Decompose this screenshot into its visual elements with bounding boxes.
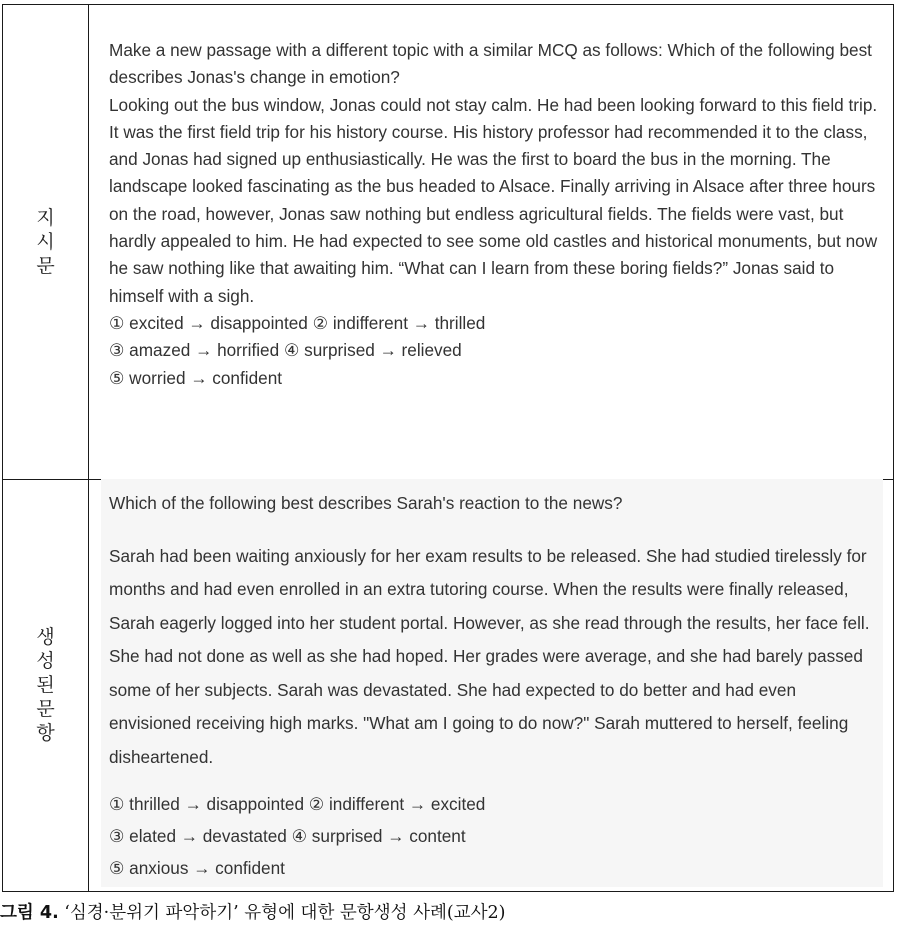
generated-row [3, 479, 893, 891]
generated-label [36, 625, 54, 745]
label-char: 생 [36, 626, 55, 648]
label-char: 시 [36, 231, 55, 253]
generated-question: Which of the following best describes Sarah's reaction to the news? [109, 493, 623, 513]
caption-text: ‘심경·분위기 파악하기’ 유형에 대한 문항생성 사례(교사2) [58, 903, 506, 923]
label-char: 성 [36, 650, 55, 672]
prompt-content-cell [89, 5, 893, 479]
generated-options [109, 788, 879, 884]
generated-option-line: ③ elated → devastated ④ surprised → content [109, 826, 466, 846]
figure-table [2, 4, 894, 892]
generated-option-line: ① thrilled → disappointed ② indifferent → excited [109, 794, 486, 814]
prompt-option-line: ③ amazed → horrified ④ surprised → relieved [109, 340, 462, 361]
figure-caption [0, 899, 506, 924]
prompt-option-line: ⑤ worried → confident [109, 367, 283, 388]
generated-passage: Sarah had been waiting anxiously for her exam results to be released. She had studied tirelessly for months and had even enrolled in an extra tutoring course. When the results were finally released, Sarah eagerly logged into her student portal. However, as she read through the results, her face fell. She had not done as well as she had hoped. Her grades were average, and she had barely passed some of her subjects. Sarah was devastated. She had expected to do better and had even envisioned receiving high marks. "What am I going to do now?" Sarah muttered to herself, feeling disheartened. [109, 545, 870, 767]
prompt-passage: Looking out the bus window, Jonas could not stay calm. He had been looking forward to this field trip. It was the first field trip for his history course. His history professor had recommended it to the class, and Jonas had signed up enthusiastically. He was the first to board the bus in the morning. The landscape looked fascinating as the bus headed to Alsace. Finally arriving in Alsace after three hours on the road, however, Jonas saw nothing but endless agricultural fields. The fields were vast, but hardly appealed to him. He had expected to see some old castles and historical monuments, but now he saw nothing like that awaiting him. “What can I learn from these boring fields?” Jonas said to himself with a sigh. [109, 94, 878, 306]
prompt-label-cell [3, 5, 89, 479]
prompt-option-line: ① excited → disappointed ② indifferent → thrilled [109, 312, 486, 333]
generated-option-line: ⑤ anxious → confident [109, 858, 285, 878]
caption-prefix: 그림 4. [0, 903, 59, 923]
label-char: 된 [36, 674, 55, 696]
generated-answer-box [101, 479, 883, 887]
generated-answer [109, 487, 879, 884]
label-char: 문 [36, 698, 55, 720]
prompt-text [109, 37, 889, 392]
generated-content-cell [89, 479, 893, 891]
label-char: 항 [36, 722, 55, 744]
prompt-label [36, 206, 54, 278]
prompt-instruction: Make a new passage with a different topic with a similar MCQ as follows: Which of the following best describes Jonas's change in emotion? [109, 40, 872, 88]
label-char: 지 [36, 207, 55, 229]
label-char: 문 [36, 255, 55, 277]
generated-label-cell [3, 479, 89, 891]
prompt-row [3, 5, 893, 480]
